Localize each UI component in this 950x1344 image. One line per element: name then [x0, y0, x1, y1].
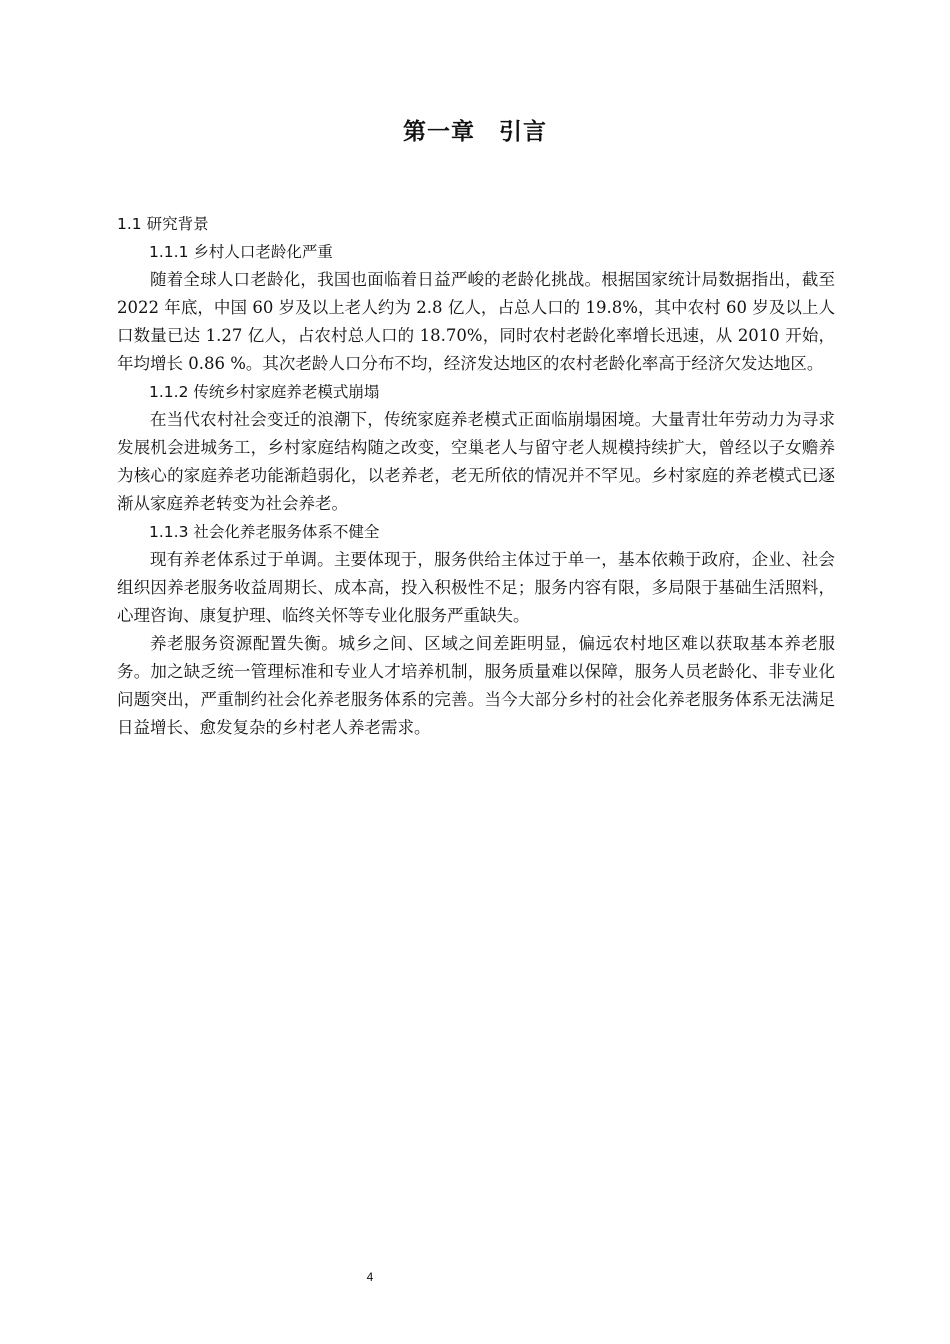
subsection-heading-family-care: 1.1.2 传统乡村家庭养老模式崩塌 [149, 383, 380, 401]
paragraph-service-system: 现有养老体系过于单调。主要体现于，服务供给主体过于单一，基本依赖于政府，企业、社会组织因养老服务收益周期长、成本高，投入积极性不足；服务内容有限，多局限于基础生活照料，心理咨询、康复护理、临终关怀等专业化服务严重缺失。 [117, 550, 835, 625]
section-heading: 1.1 研究背景 [117, 215, 209, 233]
chapter-title: 第一章 引言 [403, 119, 547, 145]
paragraph-aging: 随着全球人口老龄化，我国也面临着日益严峻的老龄化挑战。根据国家统计局数据指出，截至 2022 年底，中国 60 岁及以上老人约为 2.8 亿人，占总人口的 19.8%，其中农村 60 岁及以上人口数量已达 1.27 亿人，占农村总人口的 18.70%，同时农村老龄化率增长迅速，从 2010 开始，年均增长 0.86 %。其次老龄人口分布不均，经济发达地区的农村老龄化率高于经济欠发达地区。 [117, 270, 835, 373]
paragraph-family-care: 在当代农村社会变迁的浪潮下，传统家庭养老模式正面临崩塌困境。大量青壮年劳动力为寻求发展机会进城务工，乡村家庭结构随之改变，空巢老人与留守老人规模持续扩大，曾经以子女赡养为核心的家庭养老功能渐趋弱化，以老养老，老无所依的情况并不罕见。乡村家庭的养老模式已逐渐从家庭养老转变为社会养老。 [117, 410, 835, 513]
paragraph-service-resources: 养老服务资源配置失衡。城乡之间、区域之间差距明显，偏远农村地区难以获取基本养老服务。加之缺乏统一管理标准和专业人才培养机制，服务质量难以保障，服务人员老龄化、非专业化问题突出，严重制约社会化养老服务体系的完善。当今大部分乡村的社会化养老服务体系无法满足日益增长、愈发复杂的乡村老人养老需求。 [117, 634, 835, 737]
subsection-heading-aging: 1.1.1 乡村人口老龄化严重 [149, 243, 333, 261]
document-body [117, 210, 835, 742]
page-number: 4 [366, 1270, 374, 1284]
subsection-heading-social-service: 1.1.3 社会化养老服务体系不健全 [149, 523, 380, 541]
